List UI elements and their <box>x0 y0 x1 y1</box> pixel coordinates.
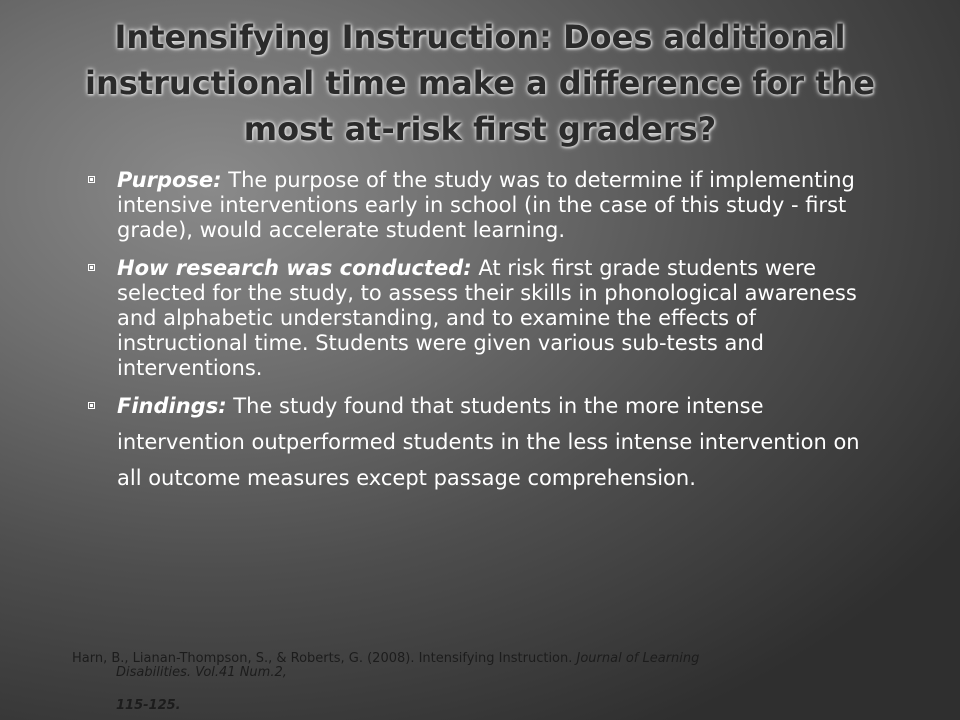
bullet-label: Findings: <box>117 394 227 418</box>
citation-pages: 115-125. <box>116 698 181 713</box>
citation-journal: Journal of Learning <box>576 651 700 666</box>
slide-title: Intensifying Instruction: Does additional instructional time make a difference for the most at-risk first graders? <box>85 18 875 148</box>
bullet-text: The purpose of the study was to determine if implementing intensive interventions early in school (in the case of this study - first grade), would accelerate student learning. <box>117 168 855 242</box>
square-bullet-icon <box>88 264 95 271</box>
square-bullet-icon <box>88 176 95 183</box>
bullet-text: The study found that students in the more intense intervention outperformed students in the less intense intervention on all outcome measures except passage comprehension. <box>117 394 860 490</box>
bullet-label: How research was conducted: <box>117 256 472 280</box>
citation-journal-continued: Disabilities. Vol.41 Num.2, <box>116 665 287 680</box>
bullet-purpose <box>86 168 886 243</box>
bullet-label: Purpose: <box>117 168 222 192</box>
square-bullet-icon <box>88 402 95 409</box>
bullet-text: At risk first grade students were selected for the study, to assess their skills in phonological awareness and alphabetic understanding, and to examine the effects of instructional time. Students were given various sub-tests and interventions. <box>117 256 857 380</box>
citation-authors: Harn, B., Lianan-Thompson, S., & Roberts, G. (2008). Intensifying Instruction. <box>72 651 577 666</box>
bullet-findings <box>86 388 886 496</box>
bullet-list <box>86 168 886 509</box>
citation <box>72 652 852 680</box>
bullet-method <box>86 256 886 381</box>
